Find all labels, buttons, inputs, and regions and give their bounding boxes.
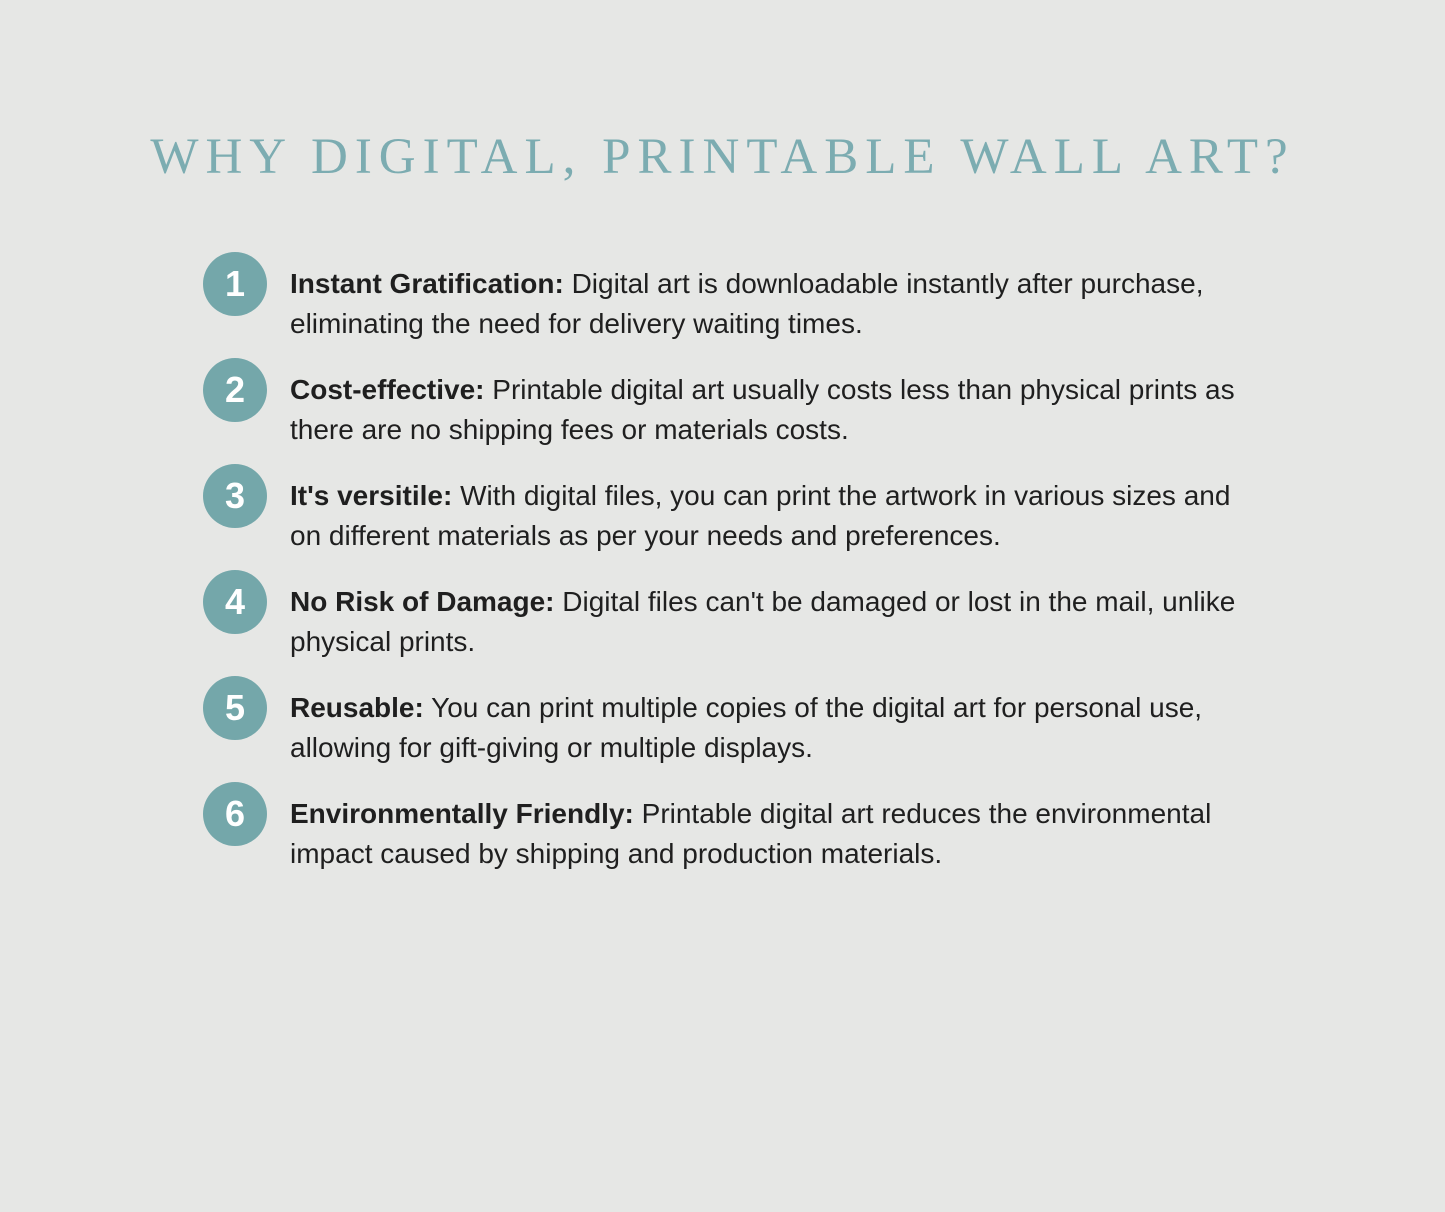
item-label: Reusable: xyxy=(290,692,424,723)
item-description: Printable digital art usually costs less than physical prints as there are no shipping fees or materials costs. xyxy=(290,374,1235,445)
item-description: Printable digital art reduces the environmental impact caused by shipping and production materials. xyxy=(290,798,1212,869)
item-number: 4 xyxy=(224,581,246,622)
benefit-text-4 xyxy=(290,582,1240,662)
number-badge-6 xyxy=(203,782,267,846)
item-label: Cost-effective: xyxy=(290,374,485,405)
benefit-item-6 xyxy=(203,782,1263,874)
benefit-item-3 xyxy=(203,464,1263,556)
number-badge-1 xyxy=(203,252,267,316)
benefit-text-1 xyxy=(290,264,1240,344)
item-number: 1 xyxy=(224,263,246,304)
number-badge-5 xyxy=(203,676,267,740)
number-badge-3 xyxy=(203,464,267,528)
benefit-text-2 xyxy=(290,370,1240,450)
item-number: 6 xyxy=(224,793,246,834)
item-number: 2 xyxy=(224,369,246,410)
item-description: With digital files, you can print the artwork in various sizes and on different materials as per your needs and preferences. xyxy=(290,480,1231,551)
item-label: Instant Gratification: xyxy=(290,268,564,299)
benefits-list xyxy=(203,252,1263,874)
benefit-item-5 xyxy=(203,676,1263,768)
page-title: WHY DIGITAL, PRINTABLE WALL ART? xyxy=(150,129,1295,185)
item-label: It's versitile: xyxy=(290,480,453,511)
benefit-text-5 xyxy=(290,688,1240,768)
number-badge-4 xyxy=(203,570,267,634)
item-description: Digital files can't be damaged or lost in the mail, unlike physical prints. xyxy=(290,586,1236,657)
item-number: 3 xyxy=(224,475,246,516)
benefit-text-6 xyxy=(290,794,1240,874)
benefit-item-2 xyxy=(203,358,1263,450)
benefit-item-1 xyxy=(203,252,1263,344)
number-badge-2 xyxy=(203,358,267,422)
infographic-page xyxy=(0,128,1445,1212)
item-label: No Risk of Damage: xyxy=(290,586,555,617)
item-label: Environmentally Friendly: xyxy=(290,798,634,829)
benefit-text-3 xyxy=(290,476,1240,556)
benefit-item-4 xyxy=(203,570,1263,662)
item-description: Digital art is downloadable instantly after purchase, eliminating the need for delivery waiting times. xyxy=(290,268,1204,339)
item-description: You can print multiple copies of the digital art for personal use, allowing for gift-giving or multiple displays. xyxy=(290,692,1203,763)
item-number: 5 xyxy=(224,687,246,728)
